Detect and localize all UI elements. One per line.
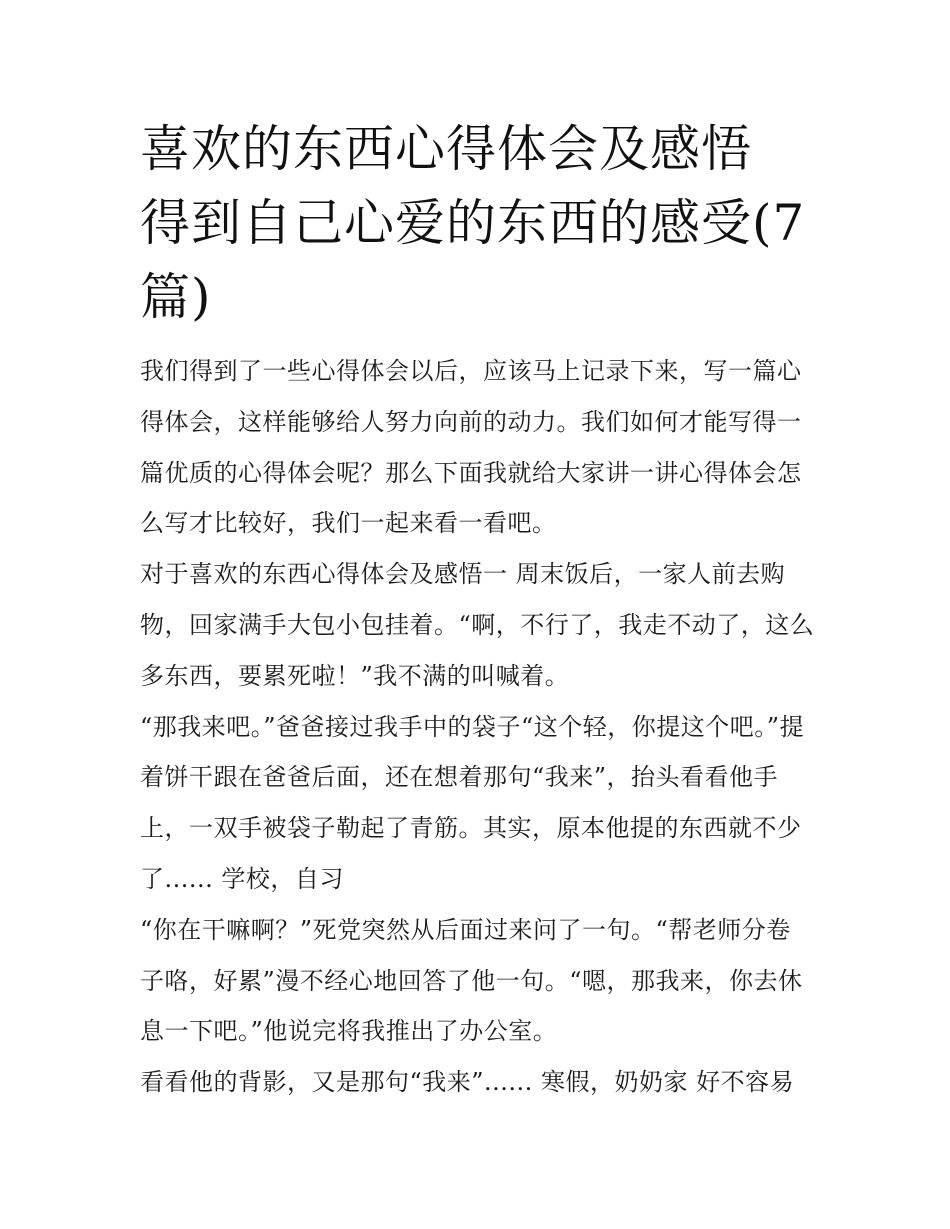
document-content <box>140 112 815 1108</box>
paragraph-intro: 我们得到了一些心得体会以后，应该马上记录下来，写一篇心得体会，这样能够给人努力向前的动力。我们如何才能写得一篇优质的心得体会呢？那么下面我就给大家讲一讲心得体会怎么写才比较好，我们一起来看一看吧。 <box>140 357 802 538</box>
document-title: 喜欢的东西心得体会及感悟 得到自己心爱的东西的感受(7篇) <box>140 120 806 326</box>
paragraph-grandma: 看看他的背影，又是那句“我来”...... 寒假，奶奶家 好不容易 <box>140 1068 795 1097</box>
document-body <box>140 346 815 1108</box>
paragraph-shopping: 对于喜欢的东西心得体会及感悟一 周末饭后，一家人前去购物，回家满手大包小包挂着。“啊，不行了，我走不动了，这么多东西，要累死啦！”我不满的叫喊着。 <box>140 560 815 690</box>
paragraph-father: “那我来吧。”爸爸接过我手中的袋子“这个轻，你提这个吧。”提着饼干跟在爸爸后面，还在想着那句“我来”，抬头看看他手上，一双手被袋子勒起了青筋。其实，原本他提的东西就不少了...... 学校，自习 <box>140 712 805 893</box>
paragraph-friend: “你在干嘛啊？”死党突然从后面过来问了一句。“帮老师分卷子咯，好累”漫不经心地回答了他一句。“嗯，那我来，你去休息一下吧。”他说完将我推出了办公室。 <box>140 915 803 1046</box>
